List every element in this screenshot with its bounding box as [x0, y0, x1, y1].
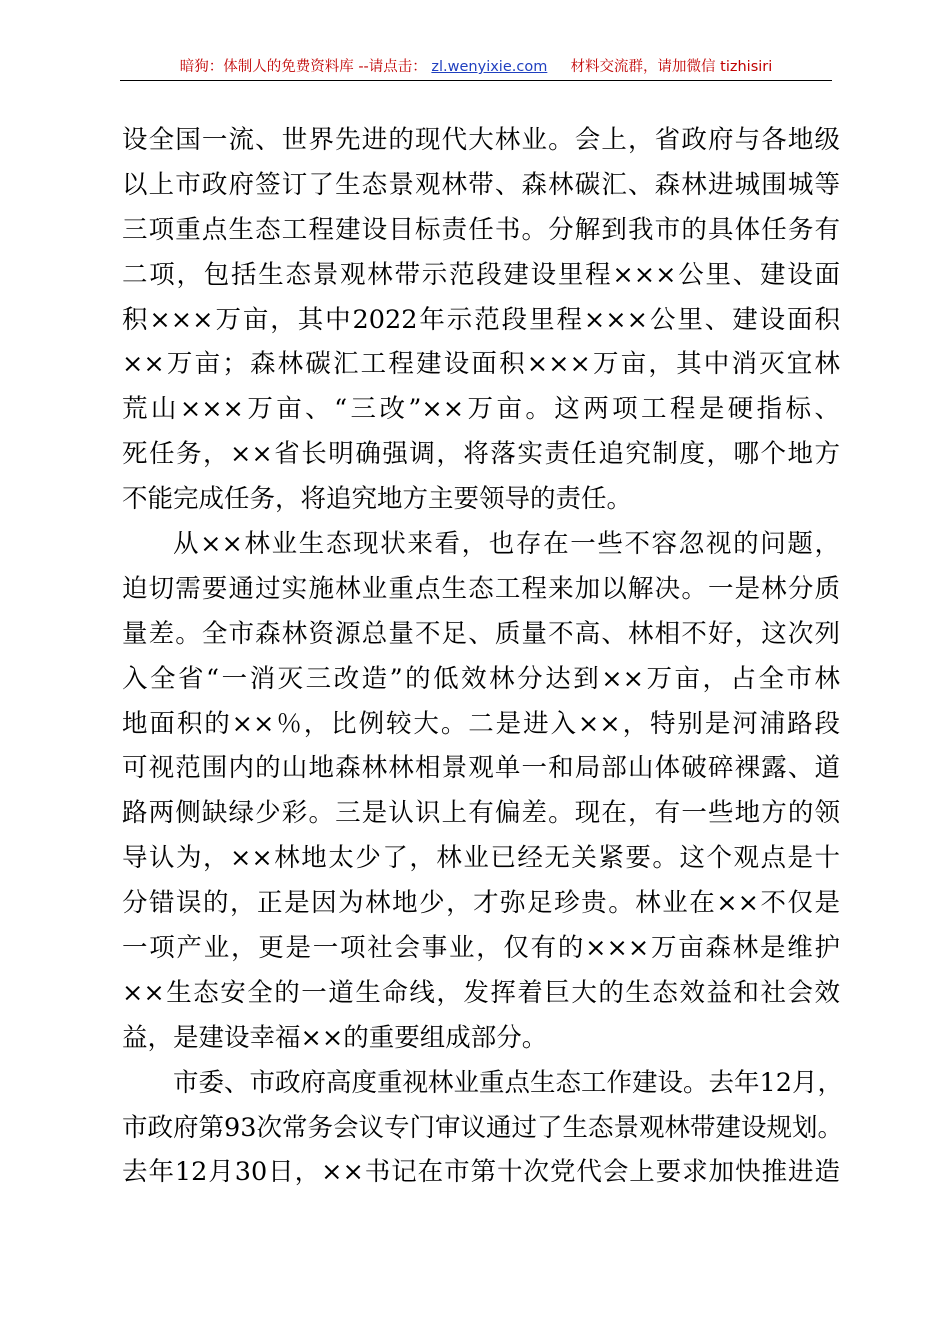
text-line: 地面积的××％，比例较大。二是进入××，特别是河浦路段 [122, 708, 840, 739]
paragraph-end-line: 不能完成任务，将追究地方主要领导的责任。 [122, 484, 633, 515]
text-line: 荒山×××万亩、“三改”××万亩。这两项工程是硬指标、 [122, 394, 840, 425]
paragraph-start-line: 市委、市政府高度重视林业重点生态工作建设。去年12月， [173, 1067, 843, 1098]
header-link[interactable]: zl.wenyixie.com [431, 59, 548, 75]
text-line: 量差。全市森林资源总量不足、质量不高、林相不好，这次列 [122, 618, 840, 649]
text-line: 以上市政府签订了生态景观林带、森林碳汇、森林进城围城等 [122, 169, 840, 200]
text-line: 迫切需要通过实施林业重点生态工程来加以解决。一是林分质 [122, 573, 840, 604]
header-prompt: --请点击： [358, 59, 427, 75]
text-line: 可视范围内的山地森林林相景观单一和局部山体破碎裸露、道 [122, 753, 840, 784]
text-line: 三项重点生态工程建设目标责任书。分解到我市的具体任务有 [122, 214, 840, 245]
text-line: ××生态安全的一道生命线，发挥着巨大的生态效益和社会效 [122, 977, 840, 1008]
text-line: 分错误的，正是因为林地少，才弥足珍贵。林业在××不仅是 [122, 888, 840, 919]
text-line: 设全国一流、世界先进的现代大林业。会上，省政府与各地级 [122, 125, 840, 155]
document-body [122, 118, 843, 1195]
text-line: 积×××万亩，其中2022年示范段里程×××公里、建设面积 [122, 304, 840, 335]
text-line: 入全省“一消灭三改造”的低效林分达到××万亩，占全市林 [122, 663, 840, 694]
paragraph-start-line: 从××林业生态现状来看，也存在一些不容忽视的问题， [173, 529, 840, 560]
text-line: 一项产业，更是一项社会事业，仅有的×××万亩森林是维护 [122, 933, 840, 964]
paragraph-end-line: 益，是建设幸福××的重要组成部分。 [122, 1022, 548, 1053]
text-line: 死任务，××省长明确强调，将落实责任追究制度，哪个地方 [122, 439, 840, 470]
text-line: ××万亩；森林碳汇工程建设面积×××万亩，其中消灭宜林 [122, 349, 840, 380]
text-line: 去年12月30日，××书记在市第十次党代会上要求加快推进造 [122, 1157, 840, 1188]
header-brand: 暗狗：体制人的免费资料库 [179, 59, 354, 75]
page-header [120, 54, 832, 81]
header-note: 材料交流群，请加微信 tizhisiri [570, 59, 773, 75]
text-line: 导认为，××林地太少了，林业已经无关紧要。这个观点是十 [122, 843, 840, 874]
text-line: 市政府第93次常务会议专门审议通过了生态景观林带建设规划。 [122, 1112, 843, 1143]
text-line: 路两侧缺绿少彩。三是认识上有偏差。现在，有一些地方的领 [122, 798, 840, 829]
text-line: 二项，包括生态景观林带示范段建设里程×××公里、建设面 [122, 259, 840, 290]
